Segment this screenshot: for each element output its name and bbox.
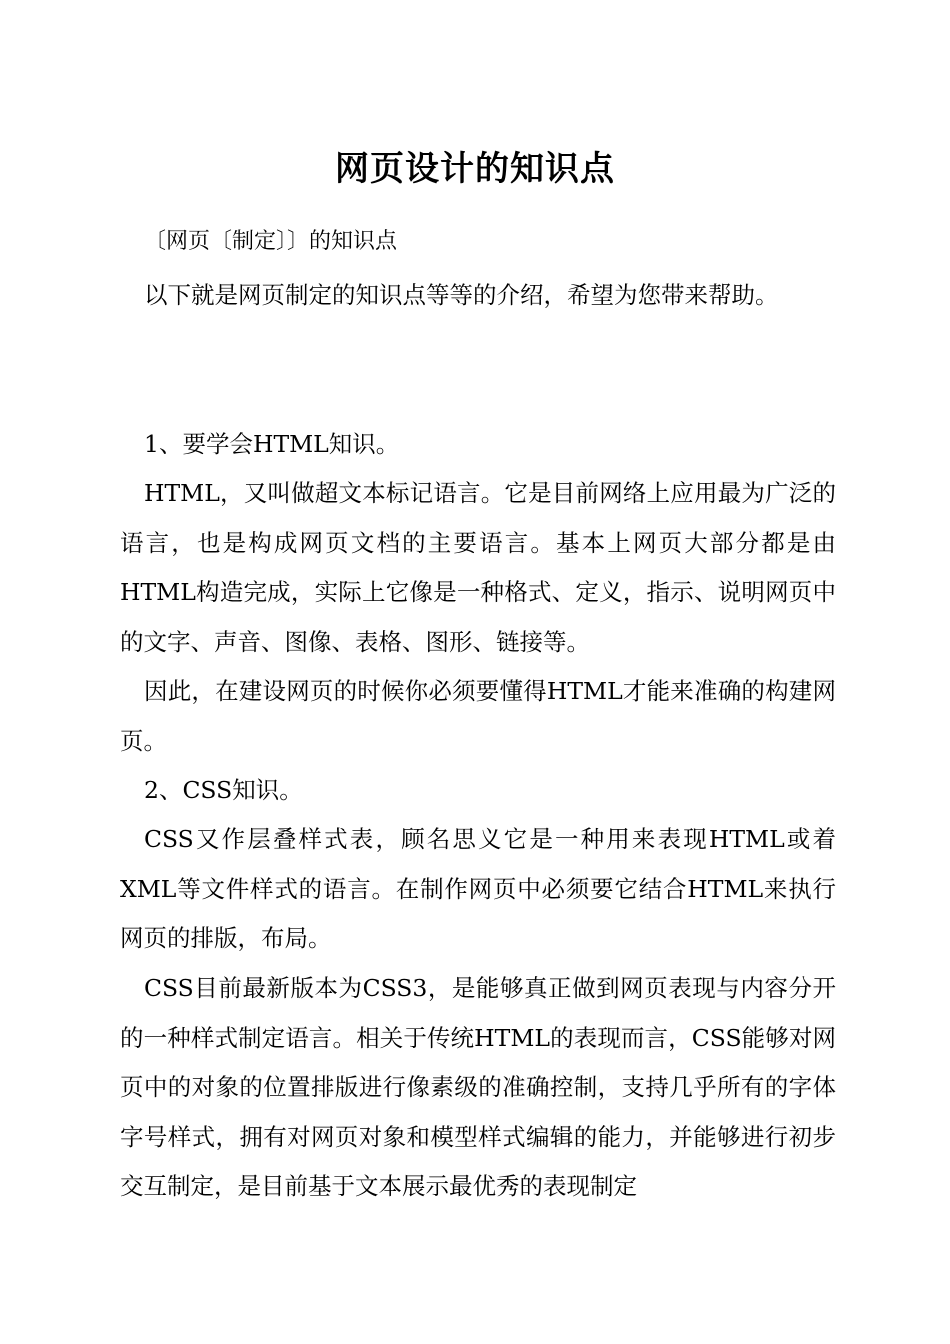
section-heading-css: 2、CSS知识。 [144,776,303,804]
paragraph-css-definition: CSS又作层叠样式表，顾名思义它是一种用来表现HTML或着XML等文件样式的语言。在制作网页中必须要它结合HTML来执行网页的排版，布局。 [120,825,836,952]
document-title: 网页设计的知识点 [335,149,615,189]
section-heading-html: 1、要学会HTML知识。 [144,430,400,458]
intro-paragraph: 以下就是网页制定的知识点等等的介绍，希望为您带来帮助。 [144,281,779,309]
paragraph-html-importance: 因此，在建设网页的时候你必须要懂得HTML才能来准确的构建网页。 [120,677,836,755]
paragraph-html-definition: HTML，又叫做超文本标记语言。它是目前网络上应用最为广泛的语言，也是构成网页文档的主要语言。基本上网页大部分都是由HTML构造完成，实际上它像是一种格式、定义，指示、说明网页中的文字、声音、图像、表格、图形、链接等。 [120,479,836,656]
document-subtitle: 〔网页〔制定〕〕的知识点 [144,229,398,254]
paragraph-css3: CSS目前最新版本为CSS3，是能够真正做到网页表现与内容分开的一种样式制定语言。相关于传统HTML的表现而言，CSS能够对网页中的对象的位置排版进行像素级的准确控制，支持几乎所有的字体字号样式，拥有对网页对象和模型样式编辑的能力，并能够进行初步交互制定，是目前基于文本展示最优秀的表现制定 [120,974,836,1200]
